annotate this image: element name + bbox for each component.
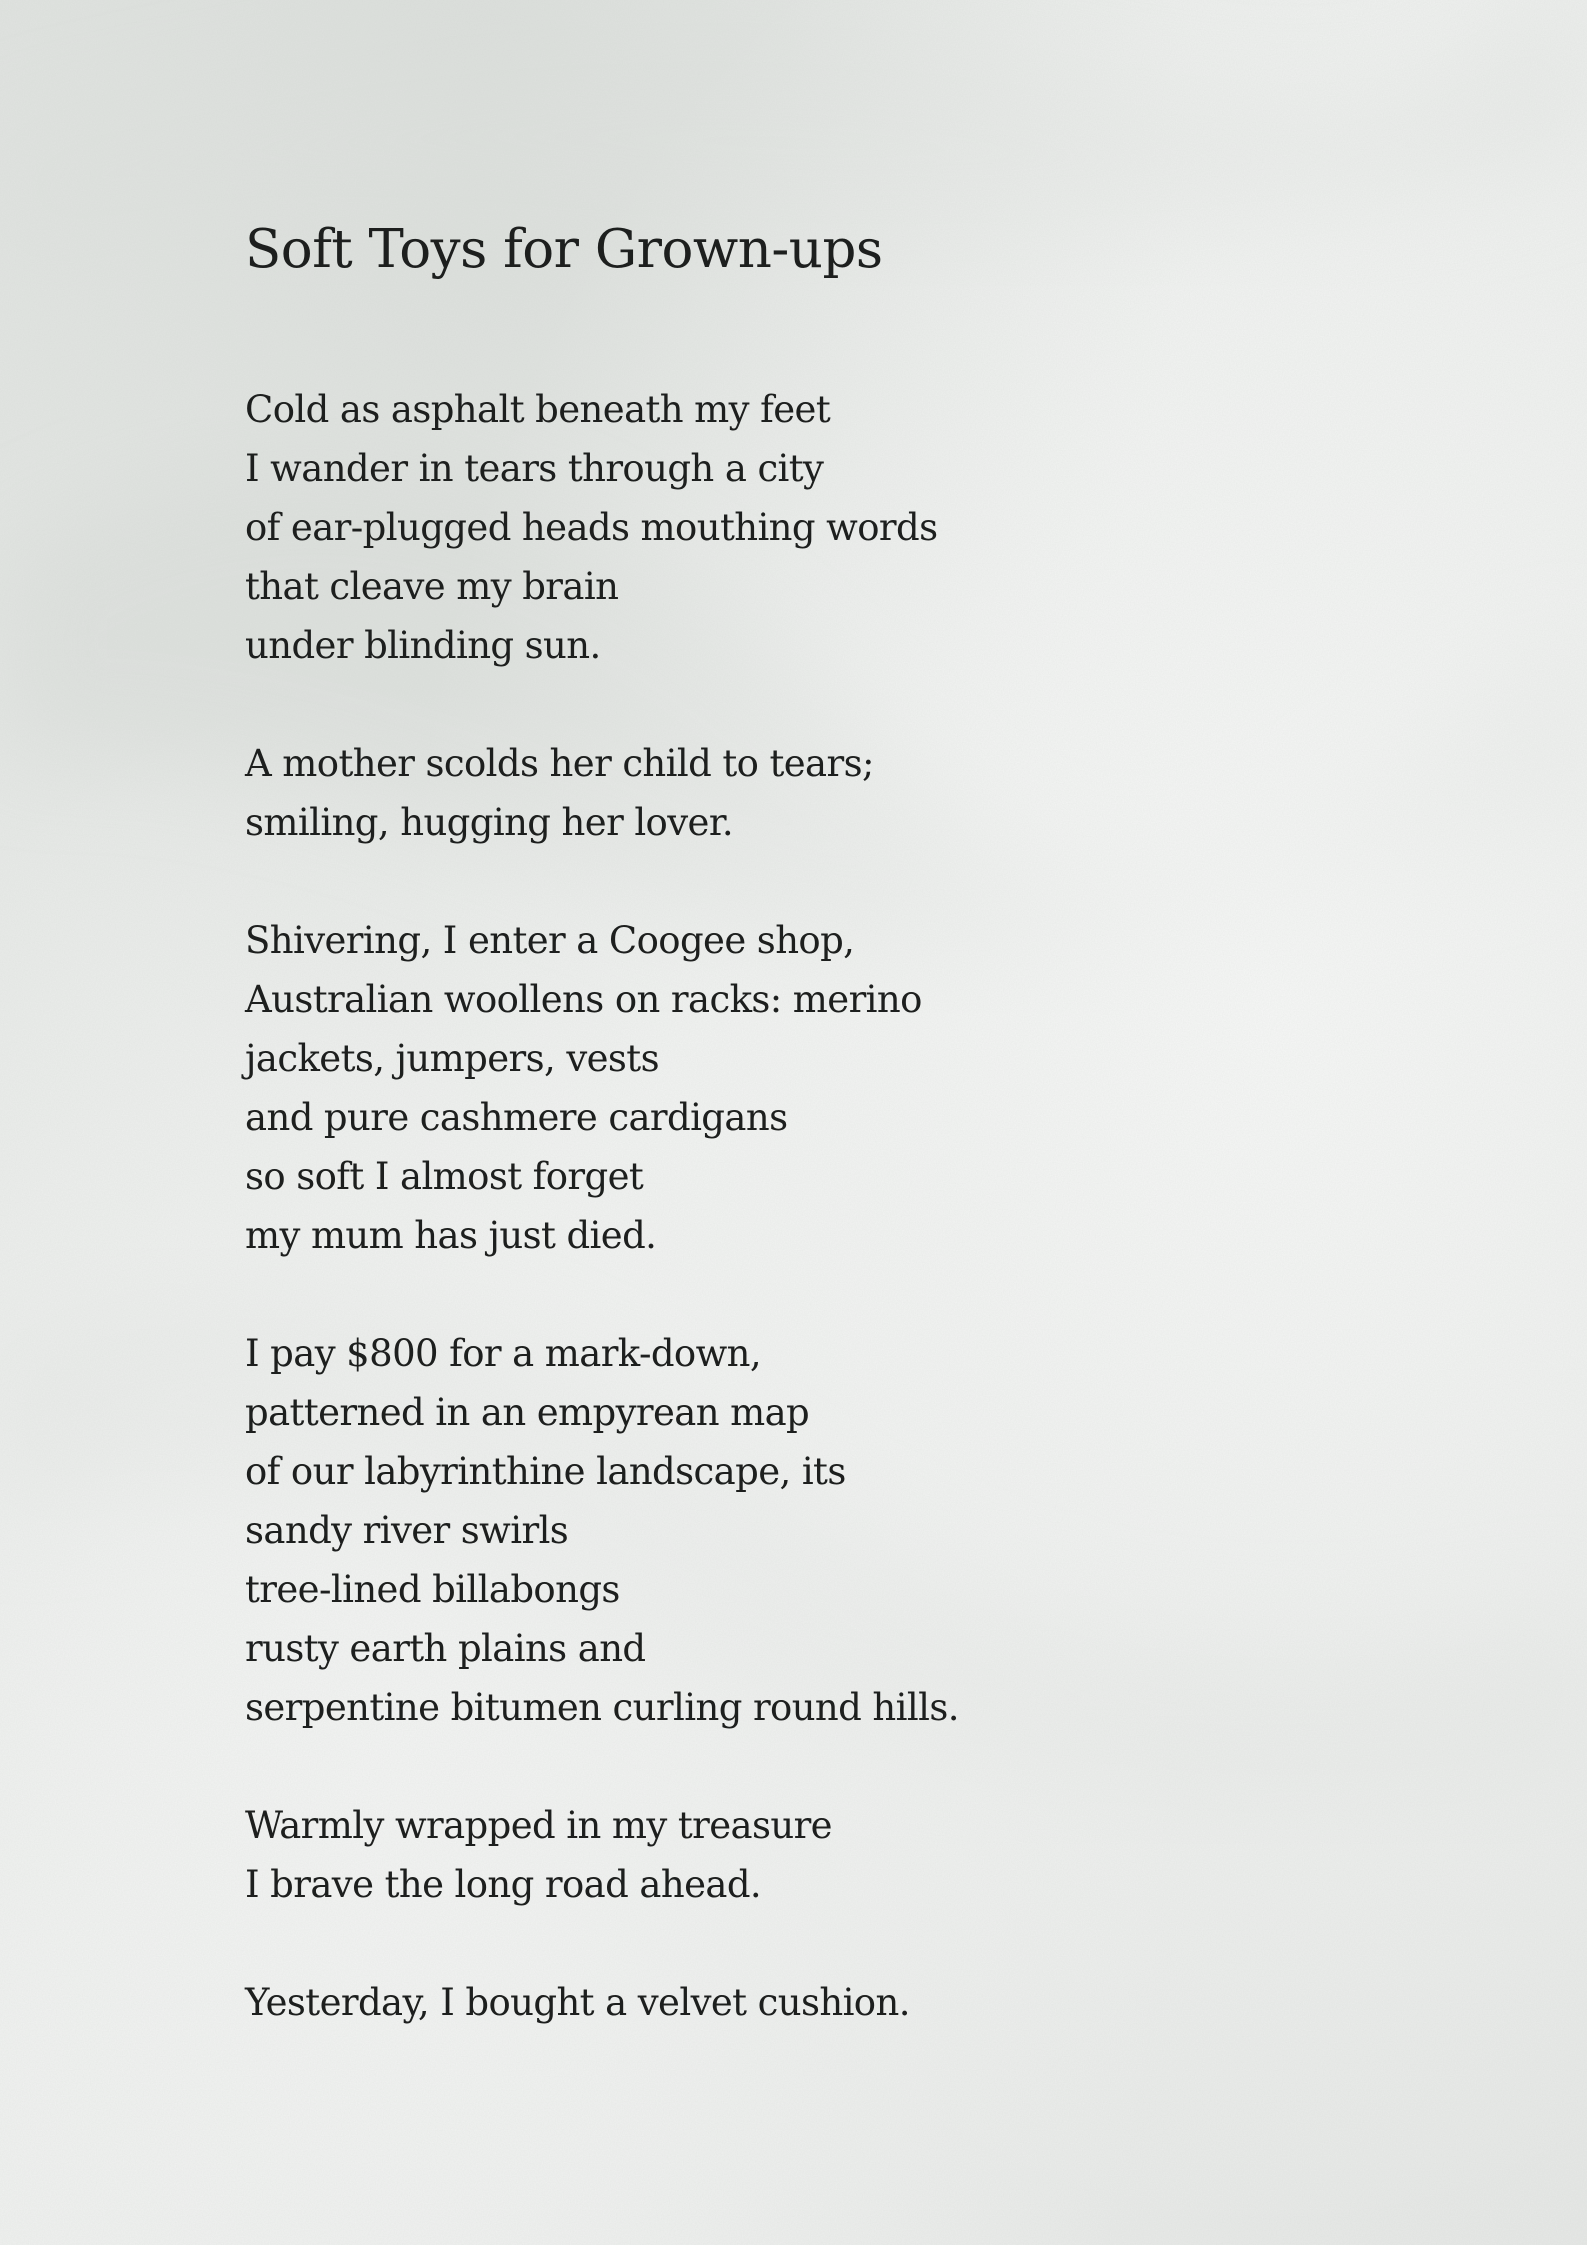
poem-line: that cleave my brain xyxy=(245,565,619,608)
stanza-6 xyxy=(245,1973,1345,2032)
stanza-2 xyxy=(245,734,1345,852)
poem-line: Cold as asphalt beneath my feet xyxy=(245,388,831,431)
poem-line: I wander in tears through a city xyxy=(245,447,824,490)
poem-line: jackets, jumpers, vests xyxy=(245,1037,659,1080)
poem-line: tree-lined billabongs xyxy=(245,1568,620,1611)
poem-title: Soft Toys for Grown-ups xyxy=(245,219,883,280)
poem-line: Australian woollens on racks: merino xyxy=(245,978,922,1021)
poem-line: smiling, hugging her lover. xyxy=(245,801,734,844)
stanza-1 xyxy=(245,380,1345,675)
poem-line: my mum has just died. xyxy=(245,1214,657,1257)
stanza-3 xyxy=(245,911,1345,1265)
poem-line: Shivering, I enter a Coogee shop, xyxy=(245,919,855,962)
poem-line: serpentine bitumen curling round hills. xyxy=(245,1686,959,1729)
poem-line: patterned in an empyrean map xyxy=(245,1391,810,1434)
poem-line: of our labyrinthine landscape, its xyxy=(245,1450,846,1493)
poem-line: I brave the long road ahead. xyxy=(245,1863,762,1906)
poem-line: A mother scolds her child to tears; xyxy=(245,742,874,785)
poem-line: so soft I almost forget xyxy=(245,1155,644,1198)
poem-line: under blinding sun. xyxy=(245,624,601,667)
poem-line: rusty earth plains and xyxy=(245,1627,646,1670)
poem-line: and pure cashmere cardigans xyxy=(245,1096,788,1139)
poem xyxy=(245,210,1345,2091)
poem-line: sandy river swirls xyxy=(245,1509,569,1552)
stanza-4 xyxy=(245,1324,1345,1737)
poem-line: I pay $800 for a mark-down, xyxy=(245,1332,762,1375)
poem-line: of ear-plugged heads mouthing words xyxy=(245,506,938,549)
poem-body xyxy=(245,380,1345,2032)
poem-line: Yesterday, I bought a velvet cushion. xyxy=(245,1981,910,2024)
poem-line: Warmly wrapped in my treasure xyxy=(245,1804,832,1847)
stanza-5 xyxy=(245,1796,1345,1914)
